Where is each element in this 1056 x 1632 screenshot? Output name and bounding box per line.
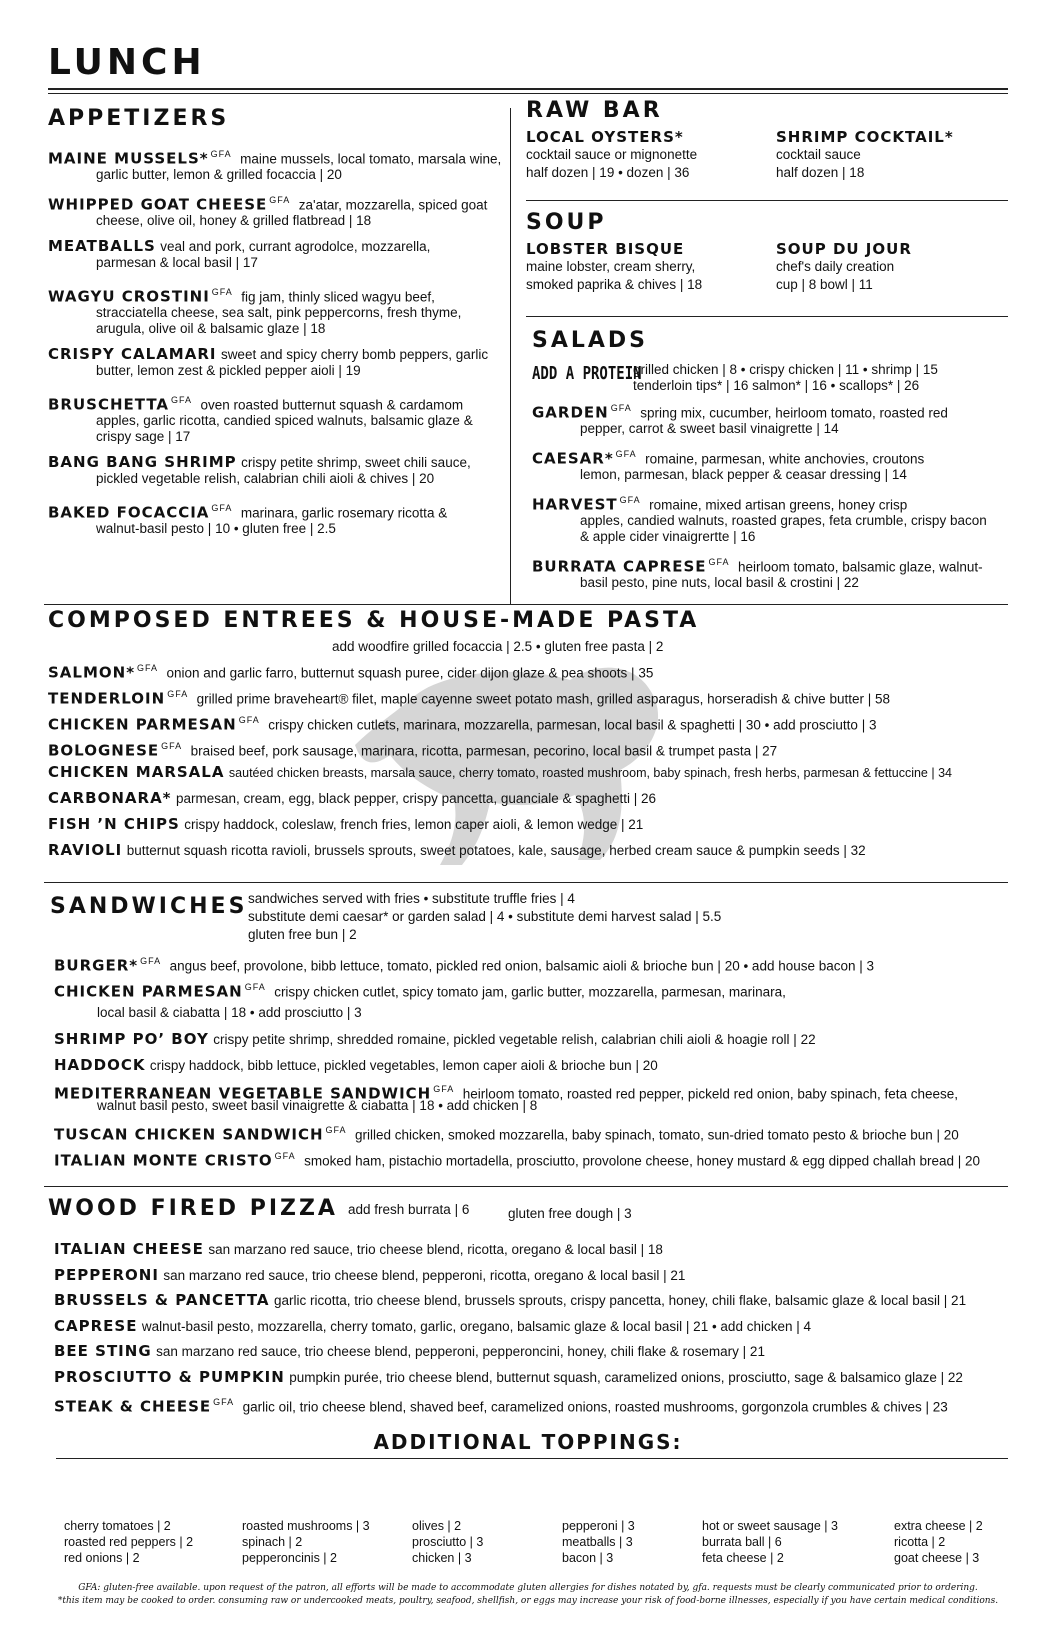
sandwich-item [54, 1056, 658, 1075]
topping-item: hot or sweet sausage | 3 [702, 1519, 838, 1533]
item-desc: apples, garlic ricotta, candied spiced walnuts, balsamic glaze & [96, 413, 473, 429]
item-name: LOCAL OYSTERS* [526, 128, 684, 146]
item-name: TUSCAN CHICKEN SANDWICH [54, 1125, 324, 1144]
salad-item [532, 400, 1002, 437]
topping-item: feta cheese | 2 [702, 1551, 784, 1565]
title-divider-thin [48, 93, 1008, 94]
item-name: BOLOGNESE [48, 741, 160, 760]
item-name: WAGYU CROSTINI [48, 287, 210, 306]
entree-item [48, 737, 777, 760]
item-desc: arugula, olive oil & balsamic glaze | 18 [96, 321, 326, 337]
topping-item: red onions | 2 [64, 1551, 140, 1565]
entree-item [48, 711, 876, 734]
item-name: SOUP DU JOUR [776, 240, 912, 258]
item-desc: smoked ham, pistachio mortadella, prosciutto, provolone cheese, honey mustard & egg dipped challah bread | 20 [304, 1153, 981, 1169]
item-desc: pepper, carrot & sweet basil vinaigrette | 14 [580, 421, 839, 437]
appetizer-item [48, 192, 508, 229]
item-name: BEE STING [54, 1342, 152, 1360]
item-desc: maine lobster, cream sherry, [526, 259, 696, 274]
topping-item: roasted mushrooms | 3 [242, 1519, 370, 1533]
gfa-tag: GFA [213, 1397, 235, 1407]
item-desc: walnut-basil pesto, mozzarella, cherry tomato, garlic, oregano, balsamic glaze & local basil | 21 • add chicken | 4 [141, 1319, 811, 1334]
sandwich-item [54, 1121, 959, 1144]
item-desc: apples, candied walnuts, roasted grapes, feta crumble, crispy bacon [580, 513, 987, 529]
item-name: TENDERLOIN [48, 689, 166, 708]
raw-bar-item [526, 128, 697, 182]
pizza-item [54, 1317, 811, 1336]
soup-heading: SOUP [526, 210, 607, 235]
entree-item [48, 659, 653, 682]
gfa-tag: GFA [167, 689, 189, 699]
item-name: BANG BANG SHRIMP [48, 453, 237, 471]
appetizer-item [48, 454, 508, 487]
item-desc: pumpkin purée, trio cheese blend, butternut squash, caramelized onions, prosciutto, sage & balsamico glaze | 22 [289, 1370, 963, 1385]
allergy-disclaimer: GFA: gluten-free available. upon request of the patron, all efforts will be made to accommodate gluten allergies for dishes notated by, gfa. requests must be clearly communicated prior to ordering. [78, 1583, 978, 1593]
item-desc: stracciatella cheese, sea salt, pink peppercorns, fresh thyme, [96, 305, 462, 321]
appetizer-item [48, 238, 508, 271]
item-desc: za'atar, mozzarella, spiced goat [298, 197, 488, 213]
item-name: LOBSTER BISQUE [526, 240, 685, 258]
pizza-item [54, 1393, 948, 1416]
gfa-tag: GFA [708, 557, 730, 567]
entrees-heading: COMPOSED ENTREES & HOUSE-MADE PASTA [48, 608, 700, 633]
item-name: ITALIAN MONTE CRISTO [54, 1151, 273, 1170]
item-name: MEATBALLS [48, 237, 156, 255]
item-desc: san marzano red sauce, trio cheese blend, pepperoni, ricotta, oregano & local basil | 21 [163, 1268, 686, 1283]
item-name: BRUSSELS & PANCETTA [54, 1291, 270, 1309]
item-name: BRUSCHETTA [48, 395, 170, 414]
sandwich-item [54, 978, 786, 1001]
salad-item [532, 554, 1002, 591]
pizza-item [54, 1266, 685, 1285]
entree-item [48, 763, 952, 782]
item-desc: sweet and spicy cherry bomb peppers, garlic [220, 347, 489, 362]
topping-item: pepperoni | 3 [562, 1519, 635, 1533]
toppings-column [412, 1518, 483, 1566]
sandwich-item [54, 1147, 980, 1170]
item-desc: cocktail sauce [776, 147, 861, 162]
item-desc: grilled prime braveheart® filet, maple cayenne sweet potato mash, grilled asparagus, horseradish & chive butter | 58 [196, 691, 890, 707]
item-name: RAVIOLI [48, 841, 123, 859]
item-desc: walnut-basil pesto | 10 • gluten free | 2.5 [96, 521, 336, 537]
item-name: CHICKEN PARMESAN [54, 982, 243, 1001]
section-divider [526, 200, 1008, 201]
page-title: LUNCH [48, 42, 206, 83]
item-name: BURGER* [54, 956, 139, 975]
sandwich-item [54, 1030, 816, 1049]
item-name: MEDITERRANEAN VEGETABLE SANDWICH [54, 1084, 432, 1103]
topping-item: cherry tomatoes | 2 [64, 1519, 171, 1533]
gfa-tag: GFA [161, 741, 183, 751]
item-desc: butternut squash ricotta ravioli, brussels sprouts, sweet potatoes, kale, sausage, herbed cream sauce & pumpkin seeds | 32 [126, 843, 866, 858]
raw-food-disclaimer: *this item may be cooked to order. consuming raw or undercooked meats, poultry, seafood, shellfish, or eggs may increase your risk of food-borne illnesses, especially if you have certain medical conditions. [57, 1596, 999, 1606]
item-desc: garlic oil, trio cheese blend, shaved beef, caramelized onions, roasted mushrooms, gorgonzola crumbles & chives | 23 [242, 1399, 948, 1415]
topping-item: prosciutto | 3 [412, 1535, 484, 1549]
item-name: CAPRESE [54, 1317, 138, 1335]
item-name: CAESAR* [532, 449, 614, 468]
item-desc: heirloom tomato, roasted red pepper, pickeld red onion, baby spinach, feta cheese, [462, 1086, 959, 1102]
soup-item [776, 240, 912, 294]
item-price: half dozen | 18 [776, 165, 865, 180]
sandwiches-heading: SANDWICHES [50, 894, 248, 919]
item-desc: oven roasted butternut squash & cardamom [200, 397, 464, 413]
gfa-tag: GFA [619, 495, 641, 505]
toppings-column [894, 1518, 983, 1566]
gfa-tag: GFA [140, 956, 162, 966]
raw-bar-item [776, 128, 954, 182]
topping-item: goat cheese | 3 [894, 1551, 980, 1565]
item-desc: crispy sage | 17 [96, 429, 191, 445]
topping-item: bacon | 3 [562, 1551, 614, 1565]
gfa-tag: GFA [211, 503, 233, 513]
section-divider [44, 882, 1008, 883]
item-name: HADDOCK [54, 1056, 146, 1074]
item-desc: garlic ricotta, trio cheese blend, brussels sprouts, crispy pancetta, honey, chili flake, balsamic glaze & local basil | 21 [273, 1293, 967, 1308]
item-name: BAKED FOCACCIA [48, 503, 210, 522]
toppings-column [64, 1518, 193, 1566]
item-desc: spring mix, cucumber, heirloom tomato, roasted red [640, 405, 948, 421]
item-name: SHRIMP COCKTAIL* [776, 128, 954, 146]
item-desc: heirloom tomato, balsamic glaze, walnut- [737, 559, 983, 575]
sandwiches-note: sandwiches served with fries • substitute truffle fries | 4 [248, 891, 575, 906]
entree-item [48, 685, 890, 708]
topping-item: ricotta | 2 [894, 1535, 946, 1549]
item-desc: grilled chicken, smoked mozzarella, baby spinach, tomato, sun-dried tomato pesto & brioche bun | 20 [354, 1127, 959, 1143]
item-name: FISH ’N CHIPS [48, 815, 180, 833]
gfa-tag: GFA [211, 287, 233, 297]
gfa-tag: GFA [269, 195, 291, 205]
item-desc: butter, lemon zest & pickled pepper aioli | 19 [96, 363, 361, 378]
protein-options: grilled chicken | 8 • crispy chicken | 11 • shrimp | 15 [633, 362, 938, 377]
topping-item: meatballs | 3 [562, 1535, 633, 1549]
topping-item: burrata ball | 6 [702, 1535, 782, 1549]
protein-options: tenderloin tips* | 16 salmon* | 16 • scallops* | 26 [633, 378, 920, 393]
item-name: MAINE MUSSELS* [48, 149, 209, 168]
item-desc: marinara, garlic rosemary ricotta & [240, 505, 448, 521]
topping-item: extra cheese | 2 [894, 1519, 983, 1533]
item-desc: chef's daily creation [776, 259, 895, 274]
item-desc: smoked paprika & chives | 18 [526, 277, 703, 292]
item-desc: cheese, olive oil, honey & grilled flatbread | 18 [96, 213, 372, 229]
pizza-item [54, 1368, 963, 1387]
pizza-note: add fresh burrata | 6 [348, 1202, 470, 1217]
item-desc: lemon, parmesan, black pepper & ceasar dressing | 14 [580, 467, 907, 483]
item-name: PEPPERONI [54, 1266, 159, 1284]
topping-item: chicken | 3 [412, 1551, 472, 1565]
salad-item [532, 492, 1008, 545]
item-desc: cocktail sauce or mignonette [526, 147, 698, 162]
item-desc: crispy chicken cutlets, marinara, mozzarella, parmesan, local basil & spaghetti | 30 • add prosciutto | 3 [268, 717, 877, 733]
pizza-item [54, 1240, 663, 1259]
gfa-tag: GFA [171, 395, 193, 405]
appetizer-item [48, 346, 508, 379]
gfa-tag: GFA [274, 1151, 296, 1161]
toppings-column [242, 1518, 370, 1566]
item-name: SALMON* [48, 663, 136, 682]
item-desc: crispy chicken cutlet, spicy tomato jam, garlic butter, mozzarella, parmesan, marinara, [274, 984, 786, 1000]
toppings-heading: ADDITIONAL TOPPINGS: [373, 1430, 683, 1454]
appetizers-heading: APPETIZERS [48, 106, 230, 131]
item-name: GARDEN [532, 403, 609, 422]
item-name: WHIPPED GOAT CHEESE [48, 195, 268, 214]
item-desc: pickled vegetable relish, calabrian chili aioli & chives | 20 [96, 471, 435, 486]
entree-item [48, 789, 656, 808]
sandwich-item-cont: local basil & ciabatta | 18 • add prosciutto | 3 [97, 1005, 362, 1020]
topping-item: olives | 2 [412, 1519, 462, 1533]
toppings-column [562, 1518, 635, 1566]
pizza-note: gluten free dough | 3 [508, 1206, 632, 1221]
item-desc: san marzano red sauce, trio cheese blend, pepperoni, pepperoncini, honey, chili flake & rosemary | 21 [156, 1344, 765, 1359]
entrees-note: add woodfire grilled focaccia | 2.5 • gluten free pasta | 2 [332, 639, 664, 654]
item-desc: angus beef, provolone, bibb lettuce, tomato, pickled red onion, balsamic aioli & brioche bun | 20 • add house bacon | 3 [169, 958, 875, 974]
item-desc: & apple cider vinaigrertte | 16 [580, 529, 756, 545]
item-desc: romaine, mixed artisan greens, honey crisp [649, 497, 908, 513]
item-name: BURRATA CAPRESE [532, 557, 707, 576]
sandwich-item [54, 952, 874, 975]
appetizer-item [48, 500, 508, 537]
gfa-tag: GFA [137, 663, 159, 673]
appetizer-item [48, 284, 508, 337]
toppings-column [702, 1518, 838, 1566]
sandwiches-note: substitute demi caesar* or garden salad | 4 • substitute demi harvest salad | 5.5 [248, 909, 722, 924]
item-desc: garlic butter, lemon & grilled focaccia | 20 [96, 167, 342, 183]
item-desc: parmesan, cream, egg, black pepper, crispy pancetta, guanciale & spaghetti | 26 [175, 791, 657, 806]
sandwiches-note: gluten free bun | 2 [248, 927, 357, 942]
appetizer-item [48, 392, 508, 445]
item-desc: basil pesto, pine nuts, local basil & crostini | 22 [580, 575, 859, 591]
item-name: SHRIMP PO’ BOY [54, 1030, 209, 1048]
gfa-tag: GFA [210, 149, 232, 159]
section-divider [526, 316, 1008, 317]
item-name: CRISPY CALAMARI [48, 345, 217, 363]
item-name: PROSCIUTTO & PUMPKIN [54, 1368, 285, 1386]
section-divider [44, 604, 1008, 605]
item-name: HARVEST [532, 495, 618, 514]
item-desc: fig jam, thinly sliced wagyu beef, [241, 289, 435, 305]
pizza-heading: WOOD FIRED PIZZA [48, 1196, 338, 1221]
gfa-tag: GFA [325, 1125, 347, 1135]
gfa-tag: GFA [244, 982, 266, 992]
item-desc: sautéed chicken breasts, marsala sauce, cherry tomato, roasted mushroom, baby spinach, fresh herbs, parmesan & fettuccine | 34 [228, 766, 952, 780]
item-desc: braised beef, pork sausage, marinara, ricotta, parmesan, pecorino, local basil & trumpet pasta | 27 [190, 743, 778, 759]
appetizer-item [48, 146, 508, 183]
pizza-item [54, 1291, 966, 1310]
item-name: CHICKEN PARMESAN [48, 715, 237, 734]
soup-item [526, 240, 702, 294]
item-price: half dozen | 19 • dozen | 36 [526, 165, 690, 180]
gfa-tag: GFA [238, 715, 260, 725]
item-desc: san marzano red sauce, trio cheese blend, ricotta, oregano & local basil | 18 [208, 1242, 663, 1257]
item-price: cup | 8 bowl | 11 [776, 277, 873, 292]
sandwich-item-cont: walnut basil pesto, sweet basil vinaigrette & ciabatta | 18 • add chicken | 8 [97, 1098, 538, 1113]
topping-item: spinach | 2 [242, 1535, 303, 1549]
item-desc: parmesan & local basil | 17 [96, 255, 258, 270]
topping-item: pepperoncinis | 2 [242, 1551, 337, 1565]
item-desc: romaine, parmesan, white anchovies, croutons [645, 451, 925, 467]
item-desc: onion and garlic farro, butternut squash puree, cider dijon glaze & pea shoots | 35 [166, 665, 654, 681]
item-name: ITALIAN CHEESE [54, 1240, 204, 1258]
entree-item [48, 841, 866, 860]
add-protein-label: ADD A PROTEIN [532, 364, 642, 384]
salad-item [532, 446, 1002, 483]
salads-heading: SALADS [532, 328, 649, 353]
item-desc: crispy petite shrimp, sweet chili sauce, [241, 455, 471, 470]
gfa-tag: GFA [615, 449, 637, 459]
raw-bar-heading: RAW BAR [526, 98, 663, 123]
entree-item [48, 815, 643, 834]
gfa-tag: GFA [433, 1084, 455, 1094]
section-divider [56, 1458, 1008, 1459]
item-name: CHICKEN MARSALA [48, 763, 225, 781]
item-desc: crispy haddock, coleslaw, french fries, lemon caper aioli, & lemon wedge | 21 [184, 817, 644, 832]
section-divider [44, 1186, 1008, 1187]
item-name: STEAK & CHEESE [54, 1397, 212, 1416]
item-desc: crispy petite shrimp, shredded romaine, pickled vegetable relish, calabrian chili aioli & hoagie roll | 22 [213, 1032, 816, 1047]
item-name: CARBONARA* [48, 789, 172, 807]
item-desc: veal and pork, currant agrodolce, mozzarella, [160, 239, 431, 254]
topping-item: roasted red peppers | 2 [64, 1535, 194, 1549]
title-divider [48, 88, 1008, 90]
column-divider [510, 108, 511, 604]
pizza-item [54, 1342, 765, 1361]
gfa-tag: GFA [610, 403, 632, 413]
item-desc: crispy haddock, bibb lettuce, pickled vegetables, lemon caper aioli & brioche bun | 20 [149, 1058, 658, 1073]
item-desc: maine mussels, local tomato, marsala wine, [240, 151, 502, 167]
